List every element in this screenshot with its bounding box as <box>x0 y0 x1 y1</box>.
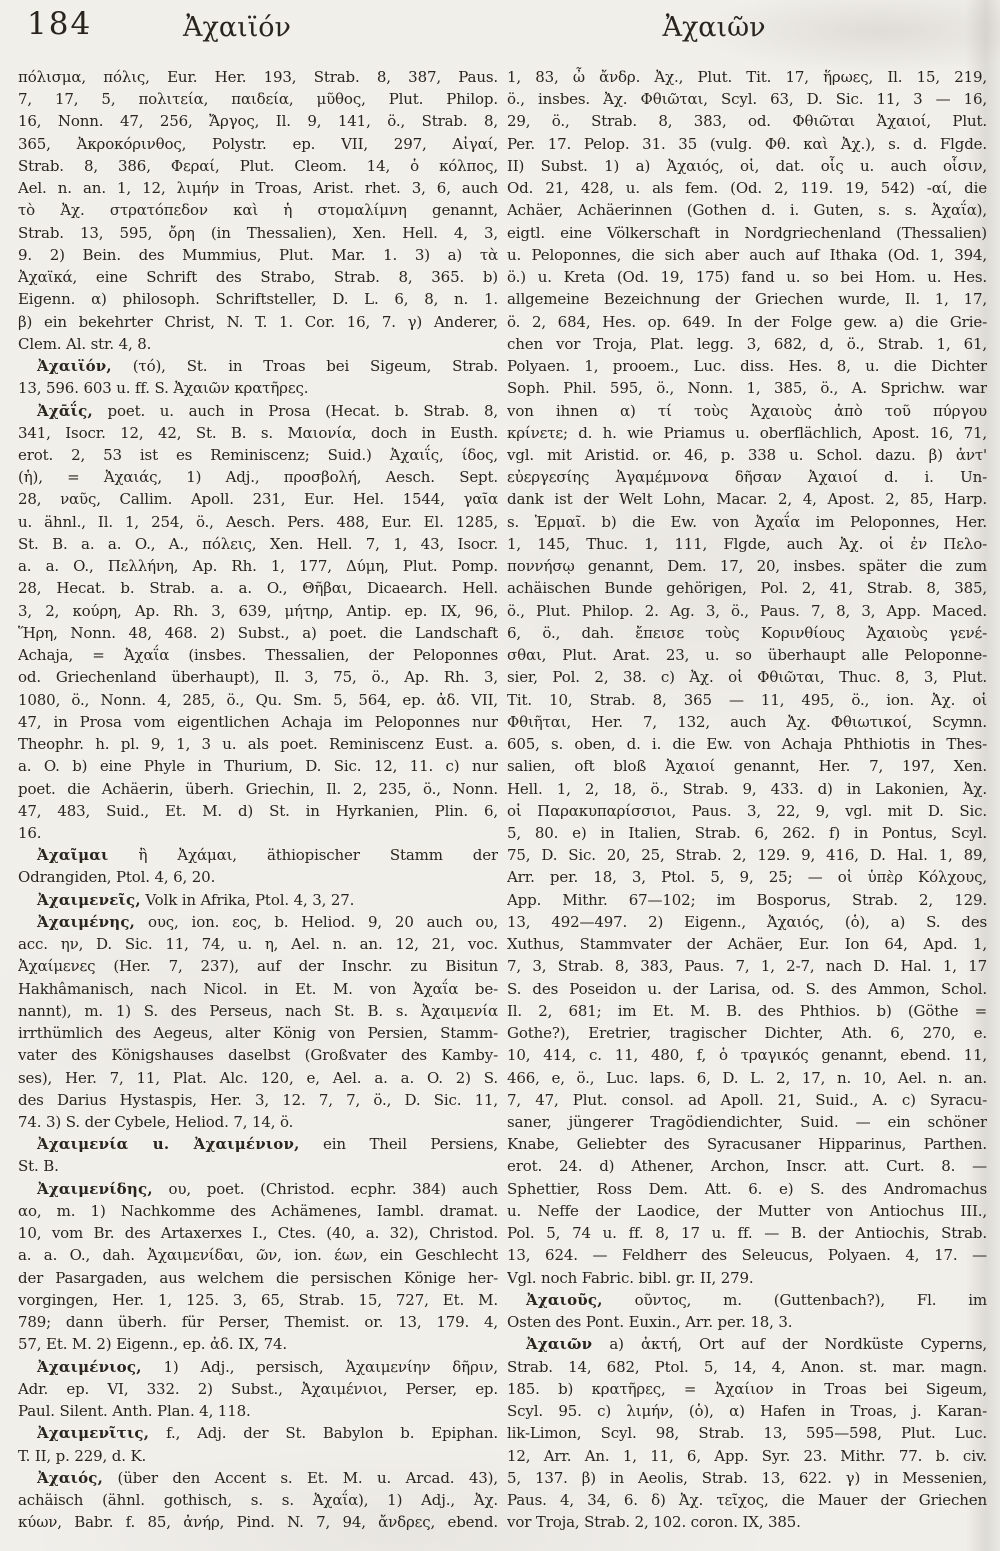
text-line: S. des Poseidon u. der Larisa, od. S. des Ammon, Schol. <box>507 979 987 998</box>
text-line: 10, 414, c. 11, 480, f, ὁ τραγικός genannt, ebend. 11, <box>507 1046 987 1065</box>
text-line: 341, Isocr. 12, 42, St. B. s. Μαιονία, doch in Eusth. <box>18 423 498 442</box>
entry-headword: Ἀχαῖμαι <box>37 846 109 865</box>
text-line: 13, 624. — Feldherr des Seleucus, Polyaen. 4, 17. — <box>507 1246 987 1265</box>
text-line: ö., Plut. Philop. 2. Ag. 3, ö., Paus. 7, 8, 3, App. Maced. <box>507 601 987 620</box>
text-line: Sphettier, Ross Dem. Att. 6. e) S. des Andromachus <box>507 1179 987 1198</box>
text-line: des Darius Hystaspis, Her. 3, 12. 7, 7, ö., D. Sic. 11, <box>18 1090 498 1109</box>
text-line: Il. 2, 681; im Et. M. B. des Phthios. b) (Göthe = <box>507 1001 987 1020</box>
entry-headword: Ἀχαιοῦς, <box>526 1290 603 1309</box>
text-line: 1080, ö., Nonn. 4, 285, ö., Qu. Sm. 5, 564, ep. ἀδ. VII, <box>18 690 498 709</box>
text-line: Paus. 4, 34, 6. δ) Ἀχ. τεῖχος, die Mauer der Griechen <box>507 1491 987 1509</box>
entry-headword: Ἀχαιϊόν, <box>37 357 112 376</box>
text-line: σθαι, Plut. Arat. 23, u. so überhaupt alle Peloponne- <box>507 646 987 665</box>
text-line: 605, s. oben, d. i. die Ew. von Achaja Phthiotis in Thes- <box>507 735 987 754</box>
text-line: Odrangiden, Ptol. 4, 6, 20. <box>18 868 216 887</box>
text-line: 789; dann überh. für Perser, Themist. or. 13, 179. 4, <box>18 1313 498 1332</box>
text-line: 7, 17, 5, πολιτεία, παιδεία, μῦθος, Plut. Philop. <box>18 90 498 109</box>
entry-headword: Ἀχαιός, <box>37 1468 104 1487</box>
text-line: Vgl. noch Fabric. bibl. gr. II, 279. <box>507 1268 754 1287</box>
text-line: Xuthus, Stammvater der Achäer, Eur. Ion 64, Apd. 1, <box>507 935 987 954</box>
text-line: acc. ην, D. Sic. 11, 74, u. η, Ael. n. an. 12, 21, voc. <box>18 935 498 954</box>
text-line: 6, ö., dah. ἔπεισε τοὺς Κορινθίους Ἀχαιοὺς γενέ- <box>507 623 987 642</box>
text-line: irrthümlich des Aegeus, alter König von Persien, Stamm- <box>18 1024 498 1043</box>
page-number: 184 <box>27 6 93 42</box>
text-line: vgl. mit Aristid. or. 46, p. 338 u. Schol. dazu. β) ἀντ' <box>507 445 987 464</box>
text-line: 57, Et. M. 2) Eigenn., ep. ἀδ. IX, 74. <box>18 1335 288 1354</box>
text-line: Strab. 14, 682, Ptol. 5, 14, 4, Anon. st. mar. magn. <box>507 1357 987 1376</box>
text-line: οἱ Παρακυπαρίσσιοι, Paus. 3, 22, 9, vgl. mit D. Sic. <box>507 801 987 820</box>
text-line: Ἀχαῖμαι ἢ Ἀχάμαι, äthiopischer Stamm der <box>37 846 498 865</box>
text-line: ö., insbes. Ἀχ. Φθιῶται, Scyl. 63, D. Sic. 11, 3 — 16, <box>507 90 987 109</box>
text-line: dank ist der Welt Lohn, Macar. 2, 4, Apost. 2, 85, Harp. <box>507 490 987 509</box>
text-line: Ael. n. an. 1, 12, λιμήν in Troas, Arist. rhet. 3, 6, auch <box>18 179 498 198</box>
text-line: Ἀχαιμένιος, 1) Adj., persisch, Ἀχαιμενίην δῆριν, <box>37 1357 498 1376</box>
text-line: 365, Ἀκροκόρινθος, Polystr. ep. VII, 297, Αἰγαί, <box>18 134 498 153</box>
text-line: T. II, p. 229, d. K. <box>18 1446 147 1465</box>
text-line: achäischen Bunde gehörigen, Pol. 2, 41, Strab. 8, 385, <box>507 579 987 598</box>
text-line: a. a. O., Πελλήνη, Ap. Rh. 1, 177, Δύμη, Plut. Pomp. <box>18 557 498 576</box>
text-line: 13, 492—497. 2) Eigenn., Ἀχαιός, (ὁ), a) S. des <box>507 912 987 931</box>
text-line: sier, Pol. 2, 38. c) Ἀχ. οἱ Φθιῶται, Thuc. 8, 3, Plut. <box>507 668 987 687</box>
text-line: Paul. Silent. Anth. Plan. 4, 118. <box>18 1402 251 1421</box>
text-line: nannt), m. 1) S. des Perseus, nach St. B. s. Ἀχαιμενία <box>18 1001 498 1020</box>
text-line: Eigenn. α) philosoph. Schriftsteller, D. L. 6, 8, n. 1. <box>18 290 498 309</box>
text-line: App. Mithr. 67—102; im Bosporus, Strab. 2, 129. <box>507 890 987 909</box>
text-line: Ἀχᾱΐς, poet. u. auch in Prosa (Hecat. b. Strab. 8, <box>37 401 498 420</box>
text-line: 29, ö., Strab. 8, 383, od. Φθιῶται Ἀχαιοί, Plut. <box>507 112 987 131</box>
text-line: 185. b) κρατῆρες, = Ἀχαίιον in Troas bei Sigeum, <box>507 1379 987 1398</box>
text-line: 10, vom Br. des Artaxerxes I., Ctes. (40, a. 32), Christod. <box>18 1224 498 1243</box>
text-line: Soph. Phil. 595, ö., Nonn. 1, 385, ö., A. Sprichw. war <box>507 379 987 398</box>
text-line: 16. <box>18 823 42 842</box>
entry-headword: Ἀχαιμενία u. Ἀχαιμένιον, <box>37 1135 300 1154</box>
text-line: τὸ Ἀχ. στρατόπεδον καὶ ἡ στομαλίμνη genannt, <box>18 201 498 220</box>
text-line: erot. 24. d) Athener, Archon, Inscr. att. Curt. 8. — <box>507 1157 987 1176</box>
text-line: II) Subst. 1) a) Ἀχαιός, οἱ, dat. οἷς u. auch οἷσιν, <box>507 156 987 175</box>
text-line: Scyl. 95. c) λιμήν, (ὁ), α) Hafen in Troas, j. Karan- <box>507 1402 987 1421</box>
text-line: 12, Arr. An. 1, 11, 6, App. Syr. 23. Mithr. 77. b. civ. <box>507 1446 987 1465</box>
running-header-right: Ἀχαιῶν <box>662 12 766 43</box>
text-line: ö.) u. Kreta (Od. 19, 175) fand u. so bei Hom. u. Hes. <box>507 268 987 287</box>
text-line: 5, 80. e) in Italien, Strab. 6, 262. f) in Pontus, Scyl. <box>507 823 987 842</box>
text-line: πόλισμα, πόλις, Eur. Her. 193, Strab. 8, 387, Paus. <box>18 68 498 86</box>
text-line: allgemeine Bezeichnung der Griechen wurde, Il. 1, 17, <box>507 290 987 309</box>
text-line: Pol. 5, 74 u. ff. 8, 17 u. ff. — B. der Antiochis, Strab. <box>507 1224 987 1243</box>
text-line: 7, 3, Strab. 8, 383, Paus. 7, 1, 2-7, nach D. Hal. 1, 17 <box>507 957 987 976</box>
text-line: St. B. <box>18 1157 59 1176</box>
text-line: vor Troja, Strab. 2, 102. coron. IX, 385. <box>507 1513 801 1532</box>
text-line: saner, jüngerer Tragödiendichter, Suid. — ein schöner <box>507 1113 987 1132</box>
text-line: der Pasargaden, aus welchem die persischen Könige her- <box>18 1268 498 1287</box>
text-line: 74. 3) S. der Cybele, Heliod. 7, 14, ö. <box>18 1113 294 1132</box>
text-line: a. a. O., dah. Ἀχαιμενίδαι, ῶν, ion. έων, ein Geschlecht <box>18 1246 498 1265</box>
text-line: Ἀχαιός, (über den Accent s. Et. M. u. Arcad. 43), <box>37 1468 498 1487</box>
text-line: 13, 596. 603 u. ff. S. Ἀχαιῶν κρατῆρες. <box>18 379 309 398</box>
text-line: κρίνετε; d. h. wie Priamus u. oberflächlich, Apost. 16, 71, <box>507 423 987 442</box>
text-line: Od. 21, 428, u. als fem. (Od. 2, 119. 19, 542) -αί, die <box>507 179 987 198</box>
text-line: Strab. 8, 386, Φεραί, Plut. Cleom. 14, ὁ κόλπος, <box>18 156 498 175</box>
left-column <box>18 66 498 1533</box>
text-line: erot. 2, 53 ist es Reminiscenz; Suid.) Ἀχαιΐς, ίδος, <box>18 445 498 464</box>
text-line: 3, 2, κούρη, Ap. Rh. 3, 639, μήτηρ, Antip. ep. IX, 96, <box>18 601 498 620</box>
text-line: 47, in Prosa vom eigentlichen Achaja im Peloponnes nur <box>18 712 498 731</box>
text-line: 28, Hecat. b. Strab. a. a. O., Θῆβαι, Dicaearch. Hell. <box>18 579 498 598</box>
text-line: ses), Her. 7, 11, Plat. Alc. 120, e, Ael. a. a. O. 2) S. <box>18 1068 498 1087</box>
text-line: Hell. 1, 2, 18, ö., Strab. 9, 433. d) in Lakonien, Ἀχ. <box>507 779 987 798</box>
text-line: lik-Limon, Scyl. 98, Strab. 13, 595—598, Plut. Luc. <box>507 1424 987 1443</box>
text-line: ö. 2, 684, Hes. op. 649. In der Folge gew. a) die Grie- <box>507 312 987 331</box>
text-line: (ἡ), = Ἀχαιάς, 1) Adj., προσβολή, Aesch. Sept. <box>18 468 498 487</box>
text-line: vorgingen, Her. 1, 125. 3, 65, Strab. 15, 727, Et. M. <box>18 1290 498 1309</box>
text-line: 5, 137. β) in Aeolis, Strab. 13, 622. γ) in Messenien, <box>507 1468 987 1487</box>
text-line: Clem. Al. str. 4, 8. <box>18 334 152 353</box>
text-line: Ἀχαίμενες (Her. 7, 237), auf der Inschr. zu Bisitun <box>18 957 498 976</box>
text-line: poet. die Achäerin, überh. Griechin, Il. 2, 235, ö., Nonn. <box>18 779 498 798</box>
text-line: 9. 2) Bein. des Mummius, Plut. Mar. 1. 3) a) τὰ <box>18 245 498 264</box>
text-line: Ἀχαιμένης, ους, ion. εος, b. Heliod. 9, 20 auch ου, <box>37 912 498 931</box>
text-line: u. ähnl., Il. 1, 254, ö., Aesch. Pers. 488, Eur. El. 1285, <box>18 512 498 531</box>
entry-headword: Ἀχαιμένης, <box>37 912 136 931</box>
entry-headword: Ἀχαιμένιος, <box>37 1357 142 1376</box>
text-line: Knabe, Geliebter des Syracusaner Hipparinus, Parthen. <box>507 1135 987 1154</box>
text-line: Ἥρη, Nonn. 48, 468. 2) Subst., a) poet. die Landschaft <box>18 623 498 642</box>
entry-headword: Ἀχαιμενεῖς, <box>37 890 141 909</box>
text-line: ποννήσῳ genannt, Dem. 17, 20, insbes. später die zum <box>507 557 987 576</box>
text-line: Tit. 10, Strab. 8, 365 — 11, 495, ö., ion. Ἀχ. οἱ <box>507 690 987 709</box>
text-line: St. B. a. a. O., A., πόλεις, Xen. Hell. 7, 1, 43, Isocr. <box>18 534 498 553</box>
text-line: Arr. per. 18, 3, Ptol. 5, 9, 25; — οἱ ὑπὲρ Κόλχους, <box>507 868 987 887</box>
text-line: a. O. b) eine Phyle in Thurium, D. Sic. 12, 11. c) nur <box>18 757 498 776</box>
text-line: Achäer, Achäerinnen (Gothen d. i. Guten, s. s. Ἀχαΐα), <box>507 201 987 220</box>
text-line: Hakhâmanisch, nach Nicol. in Et. M. von Ἀχαΐα be- <box>18 979 498 998</box>
text-line: Polyaen. 1, prooem., Luc. diss. Hes. 8, u. die Dichter <box>507 357 987 376</box>
text-line: Ἀχαιμενίδης, ου, poet. (Christod. ecphr. 384) auch <box>37 1179 498 1198</box>
right-column <box>507 66 987 1533</box>
text-line: Ἀχαιμενεῖς, Volk in Afrika, Ptol. 4, 3, 27. <box>37 890 355 909</box>
text-line: 1, 83, ὦ ἄνδρ. Ἀχ., Plut. Tit. 17, ἥρωες, Il. 15, 219, <box>507 68 987 86</box>
text-line: 1, 145, Thuc. 1, 111, Flgde, auch Ἀχ. οἱ ἐν Πελο- <box>507 534 987 553</box>
text-line: Per. 17. Pelop. 31. 35 (vulg. Φθ. καὶ Ἀχ.), s. d. Flgde. <box>507 134 987 153</box>
running-header-left: Ἀχαιϊόν <box>183 12 291 43</box>
text-line: Adr. ep. VI, 332. 2) Subst., Ἀχαιμένιοι, Perser, ep. <box>18 1379 498 1398</box>
text-line: κύων, Babr. f. 85, ἀνήρ, Pind. N. 7, 94, ἄνδρες, ebend. <box>18 1513 498 1532</box>
text-line: u. Neffe der Laodice, der Mutter von Antiochus III., <box>507 1201 987 1220</box>
text-line: achäisch (ähnl. gothisch, s. s. Ἀχαΐα), 1) Adj., Ἀχ. <box>18 1491 498 1509</box>
text-line: Ἀχαιῶν a) ἀκτή, Ort auf der Nordküste Cyperns, <box>526 1335 987 1354</box>
text-line: εὐεργεσίης Ἀγαμέμνονα δῆσαν Ἀχαιοί d. i. Un- <box>507 468 987 487</box>
text-line: od. Griechenland überhaupt), Il. 3, 75, ö., Ap. Rh. 3, <box>18 668 498 687</box>
text-line: Osten des Pont. Euxin., Arr. per. 18, 3. <box>507 1313 793 1332</box>
text-line: eigtl. eine Völkerschaft in Nordgriechenland (Thessalien) <box>507 223 987 242</box>
entry-headword: Ἀχᾱΐς, <box>37 401 93 420</box>
entry-headword: Ἀχαιμενῖτις, <box>37 1424 150 1443</box>
text-line: 47, 483, Suid., Et. M. d) St. in Hyrkanien, Plin. 6, <box>18 801 498 820</box>
text-line: s. Ἑρμαῖ. b) die Ew. von Ἀχαΐα im Peloponnes, Her. <box>507 512 987 531</box>
entry-headword: Ἀχαιμενίδης, <box>37 1179 153 1198</box>
text-line: Φθιῆται, Her. 7, 132, auch Ἀχ. Φθιωτικοί, Scymn. <box>507 712 987 731</box>
text-line: 28, ναῦς, Callim. Apoll. 231, Eur. Hel. 1544, γαῖα <box>18 490 498 509</box>
text-line: vater des Königshauses daselbst (Großvater des Kamby- <box>18 1046 498 1065</box>
text-line: Gothe?), Eretrier, tragischer Dichter, Ath. 6, 270, e. <box>507 1024 987 1043</box>
text-line: Achaja, = Ἀχαΐα (insbes. Thessalien, der Peloponnes <box>18 646 498 665</box>
text-line: Ἀχαϊκά, eine Schrift des Strabo, Strab. 8, 365. b) <box>18 268 498 287</box>
text-line: Ἀχαιοῦς, οῦντος, m. (Guttenbach?), Fl. im <box>526 1290 987 1309</box>
text-line: Strab. 13, 595, ὄρη (in Thessalien), Xen. Hell. 4, 3, <box>18 223 498 242</box>
text-line: von ihnen α) τί τοὺς Ἀχαιοὺς ἀπὸ τοῦ πύργου <box>507 401 987 420</box>
text-line: 16, Nonn. 47, 256, Ἄργος, Il. 9, 141, ö., Strab. 8, <box>18 112 498 131</box>
text-line: Ἀχαιμενία u. Ἀχαιμένιον, ein Theil Persiens, <box>37 1135 498 1154</box>
text-line: αο, m. 1) Nachkomme des Achämenes, Iambl. dramat. <box>18 1201 498 1220</box>
text-line: 7, 47, Plut. consol. ad Apoll. 21, Suid., A. c) Syracu- <box>507 1090 987 1109</box>
text-line: Ἀχαιϊόν, (τό), St. in Troas bei Sigeum, Strab. <box>37 357 498 376</box>
text-line: β) ein bekehrter Christ, N. T. 1. Cor. 16, 7. γ) Anderer, <box>18 312 498 331</box>
text-line: 466, e, ö., Luc. laps. 6, D. L. 2, 17, n. 10, Ael. n. an. <box>507 1068 987 1087</box>
text-line: u. Peloponnes, die sich aber auch auf Ithaka (Od. 1, 394, <box>507 245 987 264</box>
entry-headword: Ἀχαιῶν <box>526 1335 593 1354</box>
text-line: Ἀχαιμενῖτις, f., Adj. der St. Babylon b. Epiphan. <box>37 1424 498 1443</box>
text-line: 75, D. Sic. 20, 25, Strab. 2, 129. 9, 416, D. Hal. 1, 89, <box>507 846 987 865</box>
text-line: Theophr. h. pl. 9, 1, 3 u. als poet. Reminiscenz Eust. a. <box>18 735 498 754</box>
text-line: salien, oft bloß Ἀχαιοί genannt, Her. 7, 197, Xen. <box>507 757 987 776</box>
text-line: chen vor Troja, Plat. legg. 3, 682, d, ö., Strab. 1, 61, <box>507 334 987 353</box>
